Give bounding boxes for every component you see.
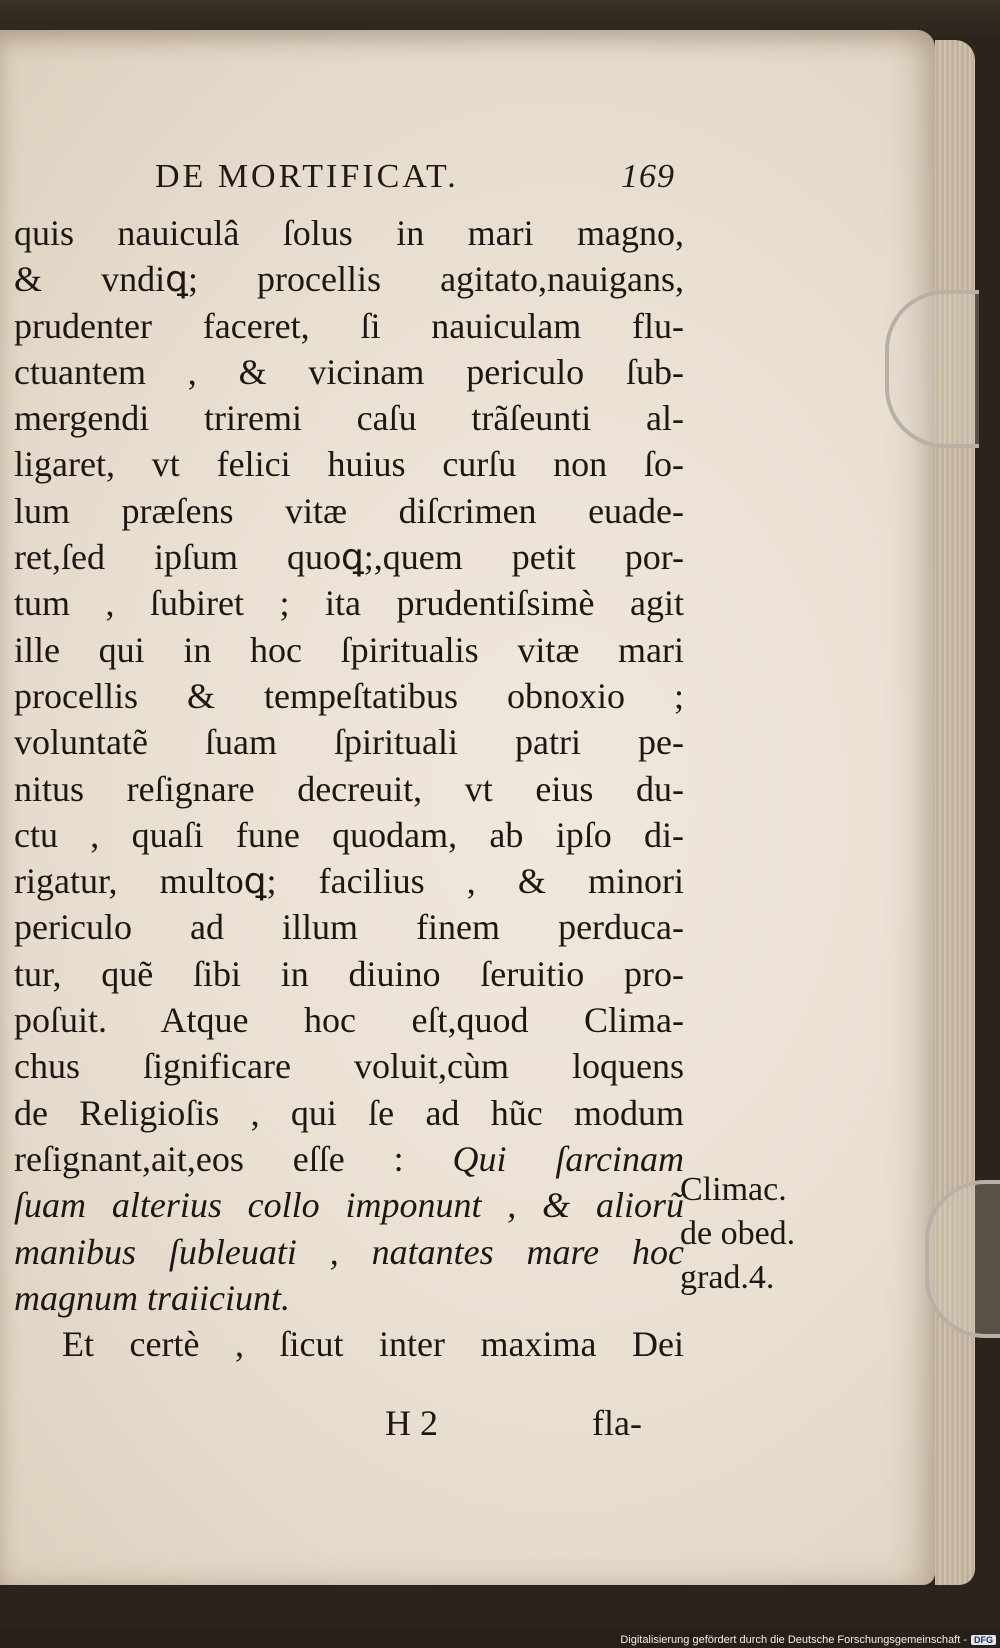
text-line: ligaret, vt felici huius curſu non ſo- — [14, 444, 684, 485]
text-line: tum , ſubiret ; ita prudentiſsimè agit — [14, 583, 684, 624]
digitization-credit — [620, 1634, 996, 1646]
text-line: lum præſens vitæ diſcrimen euade- — [14, 490, 684, 531]
text-line: de Religioſis , qui ſe ad hũc modum — [14, 1092, 684, 1133]
text-line: procellis & tempeſtatibus obnoxio ; — [14, 675, 684, 716]
text-line-mixed — [14, 1136, 684, 1182]
margin-note-line: grad.4. — [680, 1259, 775, 1296]
text-line: chus ſignificare voluit,cùm loquens — [14, 1046, 684, 1087]
italic-line: manibus ſubleuati , natantes mare hoc — [14, 1231, 684, 1272]
text-line: poſuit. Atque hoc eſt,quod Clima- — [14, 1000, 684, 1041]
running-head-title: DE MORTIFICAT. — [155, 158, 459, 195]
italic-line: magnum traiiciunt. — [14, 1277, 290, 1318]
text-line: ctu , quaſi fune quodam, ab ipſo di- — [14, 814, 684, 855]
running-head — [155, 158, 675, 196]
page-clip-bottom — [925, 1180, 1000, 1338]
text-line: ctuantem , & vicinam periculo ſub- — [14, 351, 684, 392]
text-line: voluntatẽ ſuam ſpirituali patri pe- — [14, 722, 684, 763]
text-line: & vndiꝗ; procellis agitato,nauigans, — [14, 259, 684, 300]
margin-note-line: de obed. — [680, 1215, 796, 1252]
page-edges — [935, 40, 975, 1585]
italic-line: ſuam alterius collo imponunt , & aliorũ — [14, 1185, 684, 1226]
mixed-italic: Qui ſarcinam — [452, 1138, 685, 1179]
credit-text: Digitalisierung gefördert durch die Deutsche Forschungsgemeinschaft - — [620, 1634, 967, 1646]
text-line: nitus reſignare decreuit, vt eius du- — [14, 768, 684, 809]
text-line: rigatur, multoꝗ; facilius , & minori — [14, 861, 684, 902]
text-line: quis nauiculâ ſolus in mari magno, — [14, 213, 684, 253]
text-line: periculo ad illum finem perduca- — [14, 907, 684, 948]
margin-note — [680, 1168, 840, 1300]
catchword: fla- — [592, 1403, 642, 1443]
text-line: mergendi triremi caſu trãſeunti al- — [14, 398, 684, 439]
text-line: ret,ſed ipſum quoꝗ;,quem petit por- — [14, 537, 684, 578]
text-line: ille qui in hoc ſpiritualis vitæ mari — [14, 629, 684, 670]
body-text — [14, 210, 684, 1367]
text-line: tur, quẽ ſibi in diuino ſeruitio pro- — [14, 953, 684, 994]
mixed-roman: reſignant,ait,eos eſſe : — [14, 1138, 453, 1179]
page-clip-top — [885, 290, 979, 448]
text-line: Et certè , ſicut inter maxima Dei — [62, 1324, 684, 1365]
dfg-logo: DFG — [971, 1635, 996, 1645]
page-number: 169 — [621, 158, 675, 195]
signature-mark: H 2 — [385, 1403, 438, 1443]
margin-note-line: Climac. — [680, 1171, 787, 1208]
text-line: prudenter faceret, ſi nauiculam flu- — [14, 305, 684, 346]
